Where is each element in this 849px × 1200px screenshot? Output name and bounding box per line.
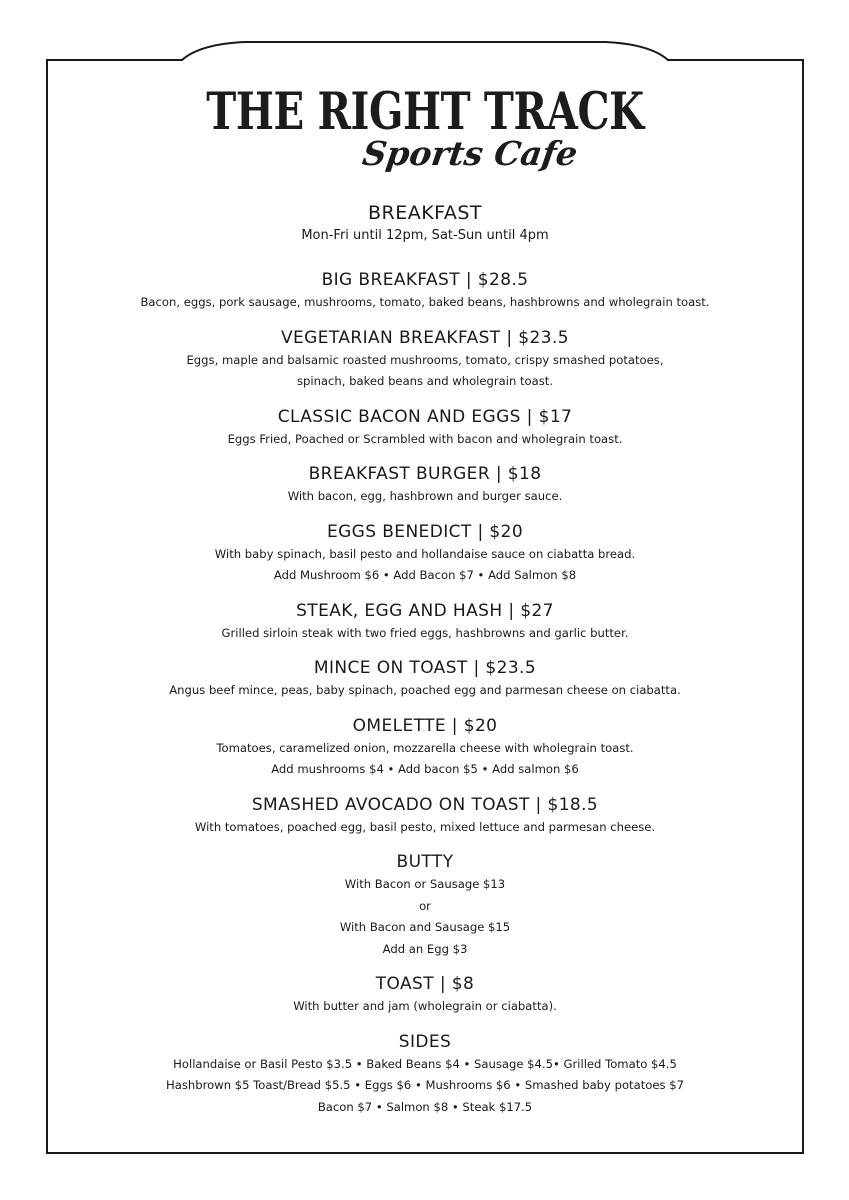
menu-item <box>47 793 803 839</box>
menu-item <box>47 1030 803 1119</box>
menu-item <box>47 714 803 781</box>
menu-item-description: Bacon, eggs, pork sausage, mushrooms, tomato, baked beans, hashbrowns and wholegrain toast. <box>140 295 710 309</box>
menu-item-title: TOAST | $8 <box>375 974 475 994</box>
menu-item-title: STEAK, EGG AND HASH | $27 <box>296 600 554 621</box>
menu-item-title: SIDES <box>398 1031 452 1052</box>
menu-item <box>47 656 803 702</box>
menu-item-title: OMELETTE | $20 <box>352 715 498 736</box>
menu-item-description: Bacon $7 • Salmon $8 • Steak $17.5 <box>317 1099 533 1114</box>
menu-item-title: BREAKFAST BURGER | $18 <box>308 464 542 484</box>
menu-item-title: BIG BREAKFAST | $28.5 <box>321 270 529 290</box>
menu-item-description: Grilled sirloin steak with two fried eggs, hashbrowns and garlic butter. <box>221 625 629 640</box>
menu-item-description: Hashbrown $5 Toast/Bread $5.5 • Eggs $6 • Mushrooms $6 • Smashed baby potatoes $7 <box>166 1078 684 1092</box>
menu-page <box>47 60 803 1153</box>
menu-item <box>47 326 803 393</box>
menu-item-description: spinach, baked beans and wholegrain toast. <box>296 374 554 388</box>
menu-item-description: With tomatoes, poached egg, basil pesto, mixed lettuce and parmesan cheese. <box>194 819 656 834</box>
brand-subtitle: Sports Cafe <box>360 134 581 173</box>
menu-item-description: or <box>419 898 431 913</box>
menu-item <box>47 599 803 645</box>
section-hours: Mon-Fri until 12pm, Sat-Sun until 4pm <box>301 228 549 243</box>
section-title: BREAKFAST <box>367 202 483 224</box>
menu-item-title: MINCE ON TOAST | $23.5 <box>313 658 537 678</box>
menu-item-description: Angus beef mince, peas, baby spinach, poached egg and parmesan cheese on ciabatta. <box>169 683 681 697</box>
menu-item-description: Eggs, maple and balsamic roasted mushrooms, tomato, crispy smashed potatoes, <box>186 352 664 367</box>
breakfast-menu <box>47 200 803 1118</box>
menu-item-title: VEGETARIAN BREAKFAST | $23.5 <box>281 327 569 348</box>
menu-item <box>47 405 803 451</box>
menu-item-description: Add an Egg $3 <box>382 941 468 956</box>
menu-item <box>47 850 803 960</box>
menu-item-description: Add Mushroom $6 • Add Bacon $7 • Add Salmon $8 <box>273 568 577 582</box>
menu-item-title: SMASHED AVOCADO ON TOAST | $18.5 <box>251 794 599 815</box>
brand-name: THE RIGHT TRACK <box>206 82 644 142</box>
menu-item-description: With butter and jam (wholegrain or ciabatta). <box>293 999 557 1013</box>
menu-item <box>47 972 803 1018</box>
menu-item-description: With baby spinach, basil pesto and hollandaise sauce on ciabatta bread. <box>214 546 636 561</box>
menu-item-description: Eggs Fried, Poached or Scrambled with bacon and wholegrain toast. <box>227 431 623 446</box>
menu-item-title: BUTTY <box>396 852 454 872</box>
menu-item <box>47 268 803 314</box>
menu-item-title: CLASSIC BACON AND EGGS | $17 <box>277 406 573 427</box>
menu-items <box>47 268 803 1118</box>
menu-item-title: EGGS BENEDICT | $20 <box>326 521 524 542</box>
menu-item-description: With Bacon and Sausage $15 <box>339 920 511 934</box>
menu-item-description: With bacon, egg, hashbrown and burger sauce. <box>287 489 563 503</box>
menu-item <box>47 462 803 508</box>
menu-item-description: With Bacon or Sausage $13 <box>344 877 506 891</box>
menu-item-description: Hollandaise or Basil Pesto $3.5 • Baked Beans $4 • Sausage $4.5• Grilled Tomato $4.5 <box>173 1056 677 1071</box>
menu-item-description: Tomatoes, caramelized onion, mozzarella cheese with wholegrain toast. <box>216 740 634 755</box>
menu-item <box>47 520 803 587</box>
menu-item-description: Add mushrooms $4 • Add bacon $5 • Add salmon $6 <box>271 762 579 776</box>
